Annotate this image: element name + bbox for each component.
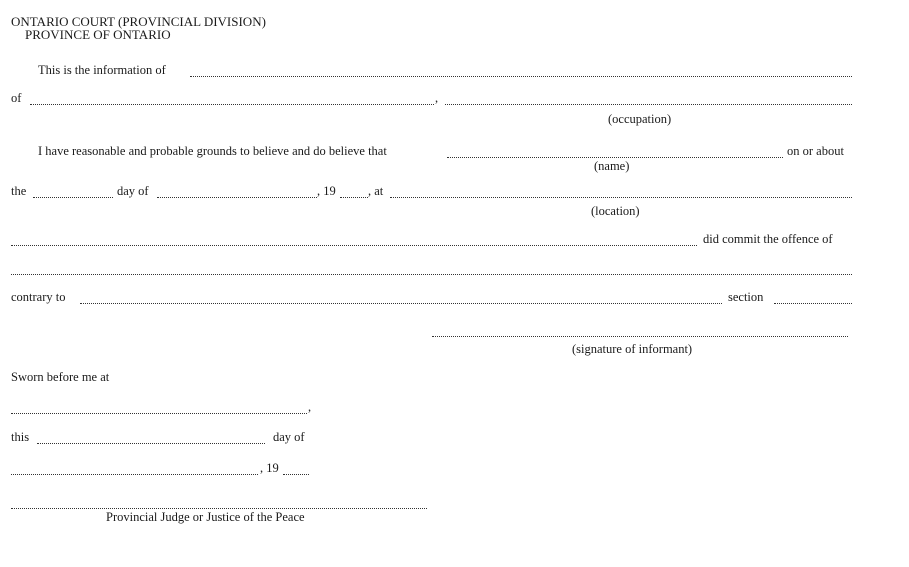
judge-caption: Provincial Judge or Justice of the Peace bbox=[106, 510, 305, 524]
this-label: this bbox=[11, 430, 30, 444]
signature-caption: (signature of informant) bbox=[572, 342, 693, 356]
of-label: of bbox=[11, 91, 22, 105]
sworn-place-field[interactable] bbox=[11, 404, 307, 414]
the-label: the bbox=[11, 184, 27, 198]
sworn-month-field[interactable] bbox=[11, 465, 258, 475]
offence-party-field[interactable] bbox=[11, 236, 697, 246]
year-prefix-label: , 19 bbox=[317, 184, 336, 198]
location-field[interactable] bbox=[390, 188, 852, 198]
section-label: section bbox=[728, 290, 764, 304]
section-field[interactable] bbox=[774, 294, 852, 304]
statute-field[interactable] bbox=[80, 294, 722, 304]
offence-label: did commit the offence of bbox=[703, 232, 833, 246]
grounds-label: I have reasonable and probable grounds to believe and do believe that bbox=[38, 144, 387, 158]
sworn-year-field[interactable] bbox=[283, 465, 309, 475]
sworn-label: Sworn before me at bbox=[11, 370, 110, 384]
sworn-day-field[interactable] bbox=[37, 434, 265, 444]
offence-day-field[interactable] bbox=[33, 188, 113, 198]
occupation-caption: (occupation) bbox=[608, 112, 672, 126]
accused-name-field[interactable] bbox=[447, 148, 783, 158]
name-caption: (name) bbox=[594, 159, 630, 173]
intro-label: This is the information of bbox=[38, 63, 166, 77]
location-caption: (location) bbox=[591, 204, 640, 218]
sworn-year-prefix: , 19 bbox=[260, 461, 279, 475]
occupation-field[interactable] bbox=[445, 95, 852, 105]
offence-month-field[interactable] bbox=[157, 188, 317, 198]
on-or-about-label: on or about bbox=[787, 144, 844, 158]
informant-address-field[interactable] bbox=[30, 95, 434, 105]
offence-description-field[interactable] bbox=[11, 265, 852, 275]
informant-signature-field[interactable] bbox=[432, 327, 848, 337]
at-label: , at bbox=[368, 184, 384, 198]
this-day-of-label: day of bbox=[273, 430, 305, 444]
day-of-label: day of bbox=[117, 184, 149, 198]
contrary-label: contrary to bbox=[11, 290, 66, 304]
address-comma: , bbox=[435, 91, 439, 105]
informant-name-field[interactable] bbox=[190, 67, 852, 77]
province-title: PROVINCE OF ONTARIO bbox=[25, 27, 171, 42]
offence-year-field[interactable] bbox=[340, 188, 368, 198]
judge-signature-field[interactable] bbox=[11, 499, 427, 509]
court-title: ONTARIO COURT (PROVINCIAL DIVISION) bbox=[11, 14, 266, 29]
sworn-comma: , bbox=[308, 400, 312, 414]
